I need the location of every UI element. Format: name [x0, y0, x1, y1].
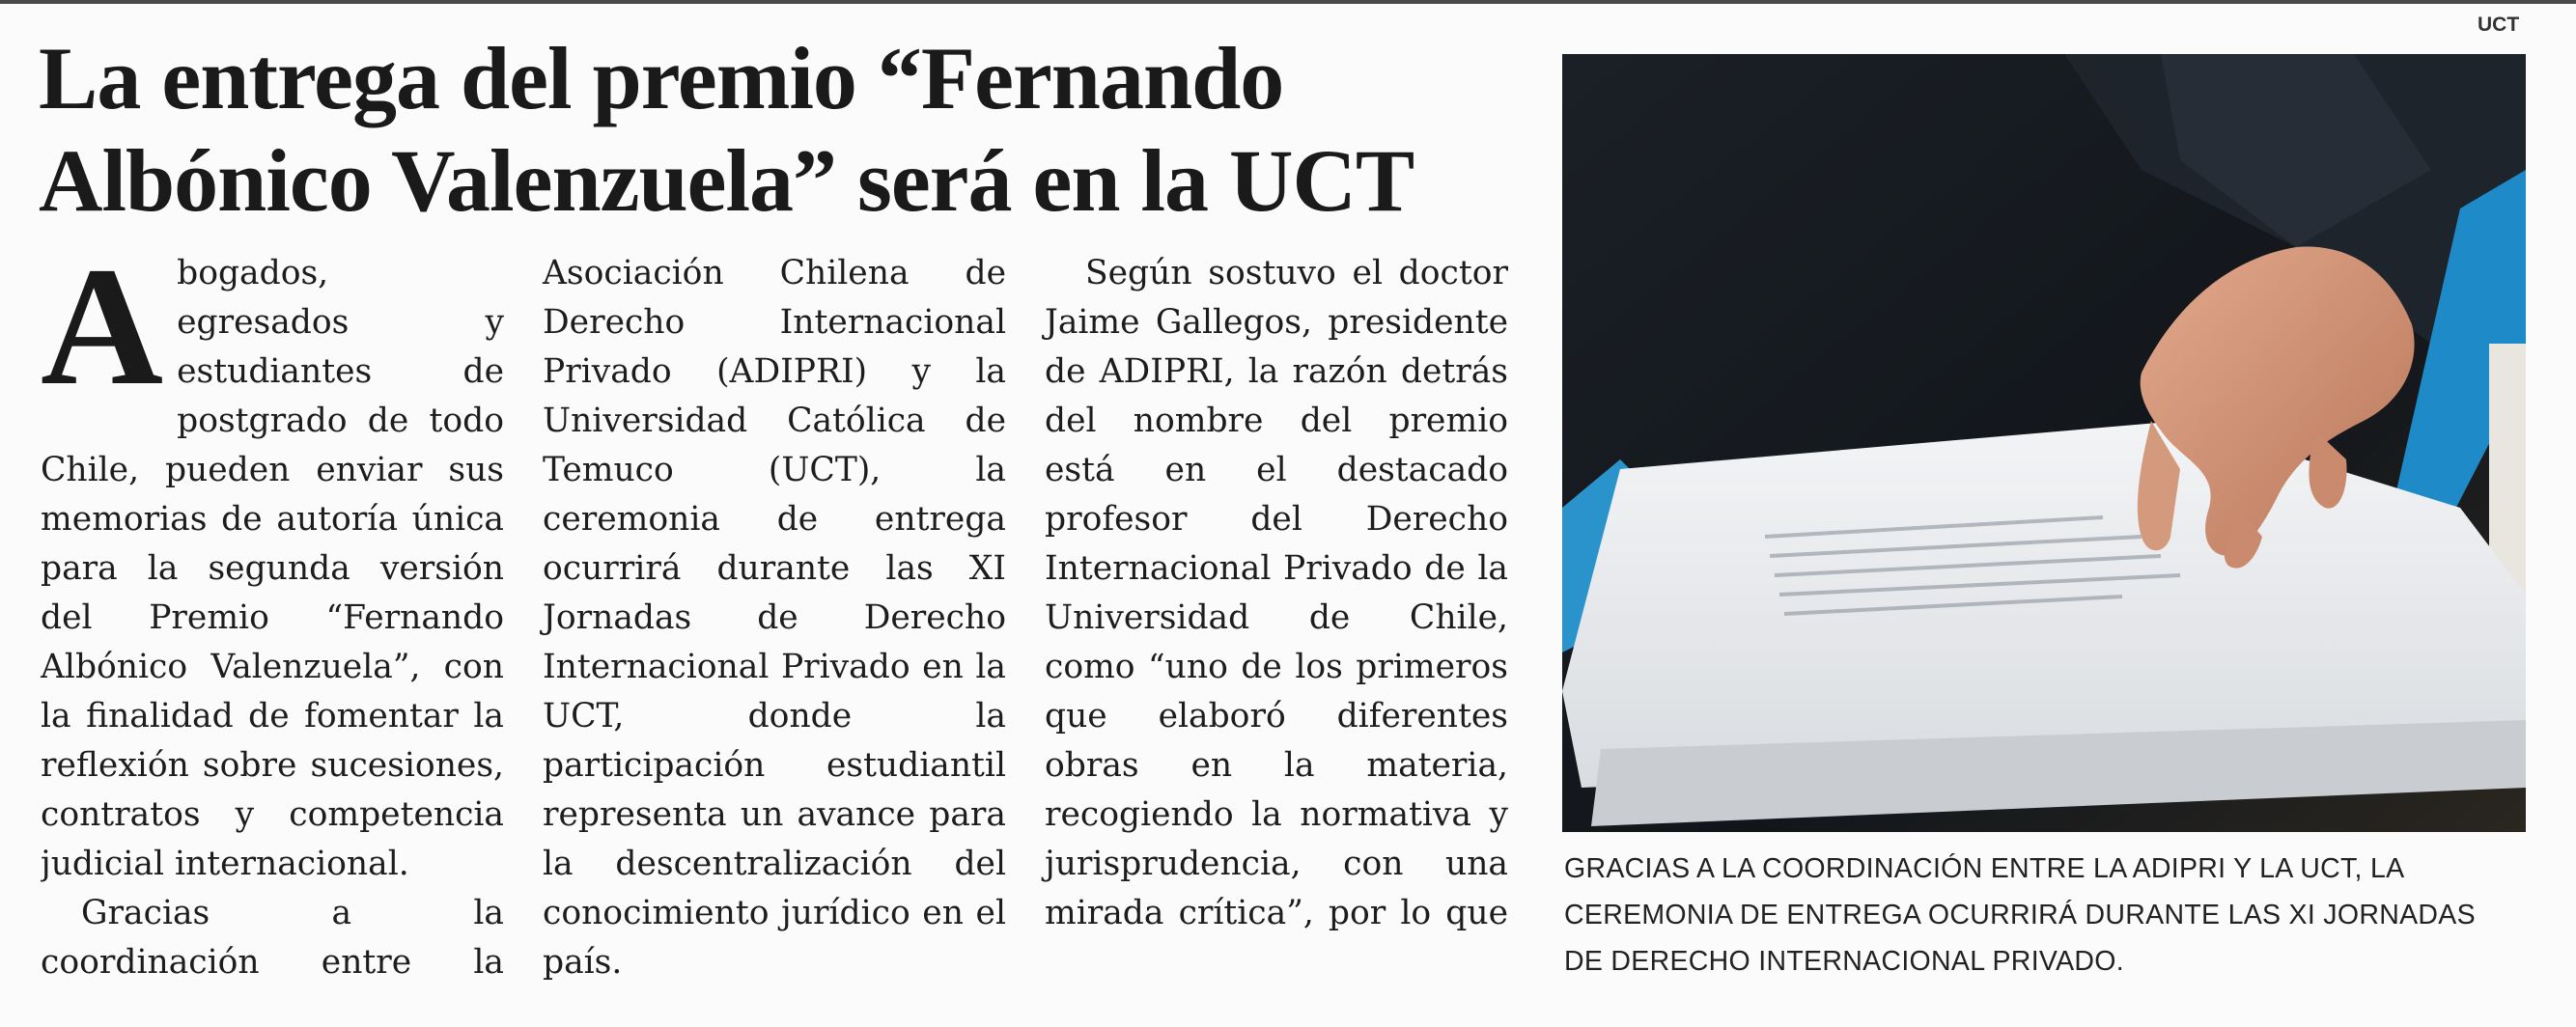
- article-paragraph: Según sostuvo el doctor Jaime Gallegos, presidente de ADIPRI, la razón detrás del nombre del premio está en el destacado profesor del Derecho Internacional Privado de la Universidad de Chile, como “uno de los primeros que elaboró diferentes obras en la materia, recogiendo la normativa y jurisprudencia, con una mirada crítica”, por lo que: [1045, 254, 1508, 932]
- photo-caption: GRACIAS A LA COORDINACIÓN ENTRE LA ADIPRI Y LA UCT, LA CEREMONIA DE ENTREGA OCURRIRÁ DURANTE LAS XI JORNADAS DE DERECHO INTERNACIONAL PRIVADO.: [1564, 853, 2476, 977]
- article-paragraph: Gracias a la coordinación entre la Asociación Chilena de Derecho Internacional Privado (ADIPRI) y la Universidad Católica de Temuco (UCT), la ceremonia de entrega ocurrirá durante las XI Jornadas de Derecho Internacional Privado en la UCT, donde la participación estudiantil representa un avance para la descentralización del conocimiento jurídico en el país.: [41, 254, 1006, 982]
- paragraph-text: bogados, egresados y estudiantes de postgrado de todo Chile, pueden enviar sus memorias de autoría única para la segunda versión del Premio “Fernando Albónico Valenzuela”, con la finalidad de fomentar la reflexión sobre sucesiones, contratos y competencia judicial internacional.: [41, 254, 504, 883]
- article-paragraph: [41, 249, 504, 889]
- top-rule: [0, 0, 2576, 4]
- document-hand-photo: [1562, 54, 2526, 832]
- article-body: [41, 249, 1508, 1012]
- headline: La entrega del premio “Fernando Albónico Valenzuela” será en la UCT: [39, 29, 1414, 230]
- drop-cap: A: [41, 249, 164, 421]
- photo-credit: UCT: [2478, 14, 2520, 36]
- article-photo: [1562, 54, 2526, 832]
